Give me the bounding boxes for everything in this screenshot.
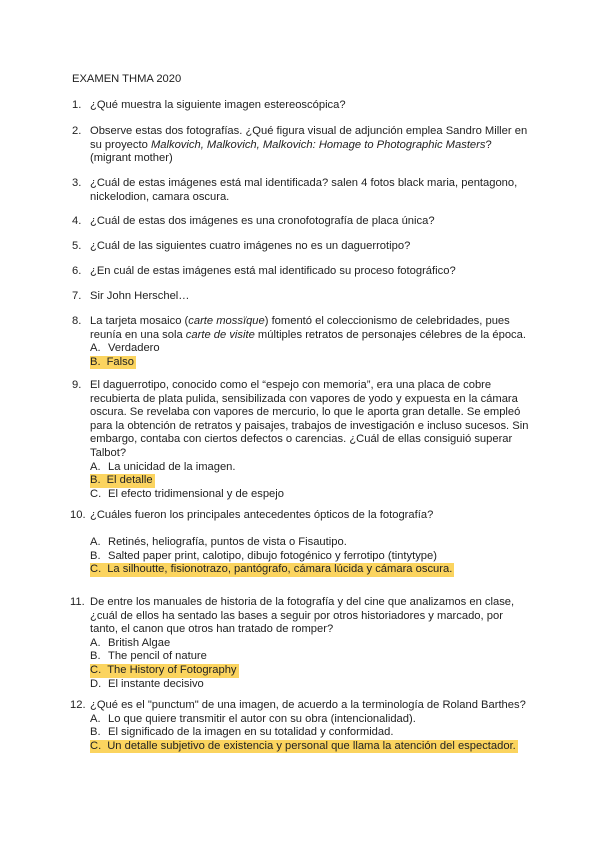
question-number: 4.	[72, 215, 82, 227]
page-title: EXAMEN THMA 2020	[72, 73, 182, 85]
question-6	[72, 265, 532, 279]
option-b-highlighted: B. Falso	[90, 355, 134, 368]
option-c-highlighted: C. La silhoutte, fisionotrazo, pantógrafo, cámara lúcida y cámara oscura.	[90, 563, 453, 576]
question-7	[72, 290, 532, 304]
question-text: ¿Qué es el "punctum" de una imagen, de acuerdo a la terminología de Roland Barthes?	[90, 699, 526, 711]
question-number: 3.	[72, 177, 82, 189]
option-a: A. Retinés, heliografía, puntos de vista o Fisautipo.	[90, 536, 347, 549]
question-2	[72, 125, 532, 166]
question-1	[72, 99, 532, 113]
option-a: A. British Algae	[90, 636, 171, 649]
question-text: Observe estas dos fotografías. ¿Qué figura visual de adjunción emplea Sandro Miller en su proyecto Malkovich, Malkovich, Malkovich: Homage to Photographic Masters? (migrant mother)	[90, 125, 528, 165]
option-b-highlighted: B. El detalle	[90, 474, 153, 487]
question-text: ¿Cuál de las siguientes cuatro imágenes no es un daguerrotipo?	[90, 240, 411, 252]
question-12	[72, 699, 532, 753]
question-number: 6.	[72, 265, 82, 277]
question-number: 8.	[72, 315, 82, 327]
option-b: B. The pencil of nature	[90, 650, 207, 663]
question-number: 9.	[72, 379, 82, 391]
question-11	[72, 596, 532, 691]
question-text: Sir John Herschel…	[90, 290, 190, 302]
question-3	[72, 177, 532, 204]
question-text: ¿Cuáles fueron los principales antecedentes ópticos de la fotografía?	[90, 509, 434, 521]
question-4	[72, 215, 532, 229]
question-10	[72, 509, 532, 577]
question-number: 11.	[70, 596, 85, 608]
option-b: B. Salted paper print, calotipo, dibujo fotogénico y ferrotipo (tintytype)	[90, 549, 437, 562]
option-c: C. El efecto tridimensional y de espejo	[90, 487, 284, 500]
question-8	[72, 315, 532, 369]
option-b: B. El significado de la imagen en su totalidad y conformidad.	[90, 726, 394, 739]
question-number: 7.	[72, 290, 82, 302]
option-d: D. El instante decisivo	[90, 677, 204, 690]
question-text: De entre los manuales de historia de la fotografía y del cine que analizamos en clase, ¿cuál de ellos ha sentado las bases a seguir por otros historiadores y marcado, por tanto, el canon que otros han tratado de romper?	[90, 596, 515, 636]
question-number: 12.	[70, 699, 86, 711]
question-text: ¿Qué muestra la siguiente imagen estereoscópica?	[90, 99, 346, 111]
option-c-highlighted: C. The History of Fotography	[90, 663, 237, 676]
question-text: ¿Cuál de estas dos imágenes es una cronofotografía de placa única?	[90, 215, 435, 227]
italic-title: Malkovich, Malkovich, Malkovich: Homage to Photographic Masters	[150, 138, 486, 151]
option-c-highlighted: C. Un detalle subjetivo de existencia y personal que llama la atención del espectador.	[90, 739, 516, 752]
question-number: 10.	[70, 509, 86, 521]
option-a: A. Verdadero	[90, 342, 160, 355]
question-5	[72, 240, 532, 254]
option-a: A. La unicidad de la imagen.	[90, 460, 236, 473]
question-text: ¿Cuál de estas imágenes está mal identificada? salen 4 fotos black maria, pentagono, nickelodion, camara oscura.	[90, 177, 518, 203]
question-text: La tarjeta mosaico (carte mossïque) fomentó el coleccionismo de celebridades, pues reunía en una sola carte de visite múltiples retratos de personajes célebres de la época.	[90, 315, 526, 341]
question-text: El daguerrotipo, conocido como el “espejo con memoria”, era una placa de cobre recubierta de plata pulida, sensibilizada con vapores de yodo y expuesta en la cámara oscura. Se revelaba con vapores de mercurio, lo que le aporta gran detalle. Se empleó para la obtención de retratos y paisajes, trabajos de investigación e incluso sucesos. Sin embargo, contaba con ciertos defectos o carencias. ¿Cuál de ellas consiguió superar Talbot?	[90, 379, 529, 459]
question-number: 5.	[72, 240, 82, 252]
question-text: ¿En cuál de estas imágenes está mal identificado su proceso fotográfico?	[90, 265, 456, 277]
question-number: 1.	[72, 99, 82, 111]
option-a: A. Lo que quiere transmitir el autor con su obra (intencionalidad).	[90, 712, 416, 725]
question-number: 2.	[72, 125, 82, 137]
question-9	[72, 379, 532, 501]
